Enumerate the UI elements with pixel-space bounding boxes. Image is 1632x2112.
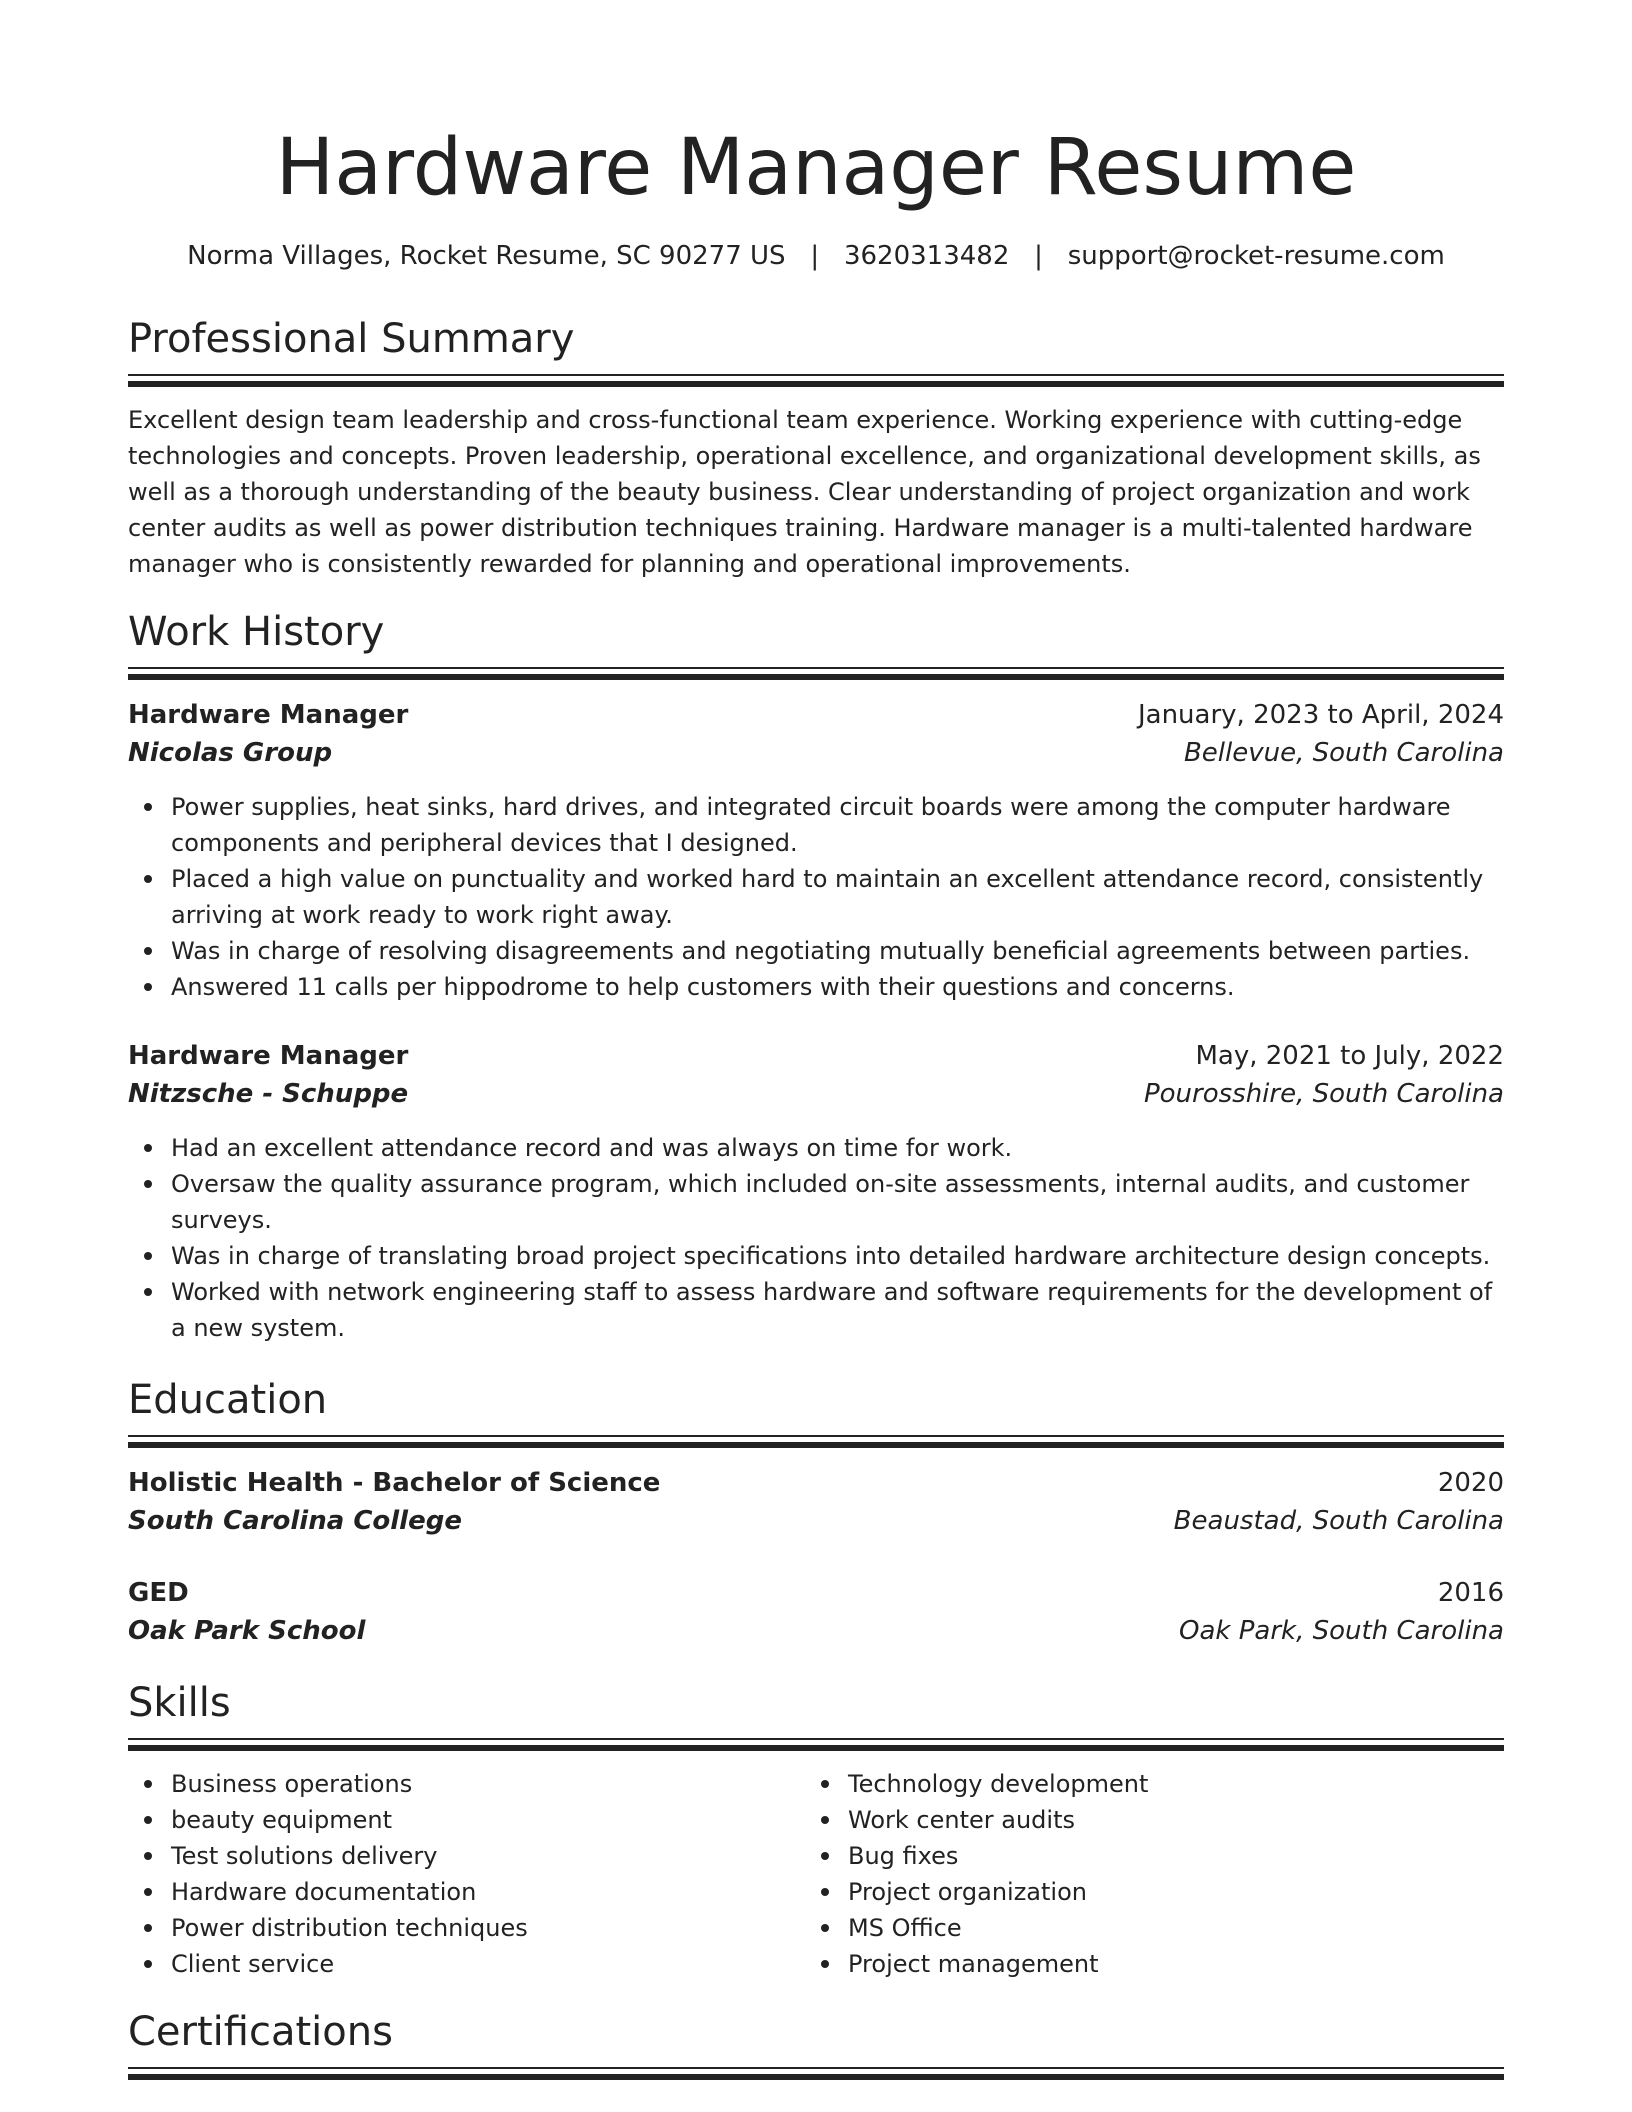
list-item: beauty equipment	[171, 1802, 771, 1838]
section-heading: Skills	[128, 1680, 231, 1726]
section-rule	[128, 1745, 1504, 1751]
work-section	[128, 607, 1504, 1342]
school: Oak Park School	[128, 1616, 366, 1646]
section-rule	[128, 2067, 1504, 2069]
section-rule	[128, 2074, 1504, 2080]
list-item: Client service	[171, 1946, 771, 1982]
job-location: Pourosshire, South Carolina	[1143, 1079, 1504, 1109]
list-item: Project organization	[848, 1874, 1448, 1910]
education-subheader	[128, 1502, 1504, 1540]
list-item: Placed a high value on punctuality and worked hard to maintain an excellent attendance record, consistently arriving at work ready to work right away.	[171, 861, 1504, 933]
job-header	[128, 1037, 1504, 1075]
education-header	[128, 1574, 1504, 1612]
skills-list-right	[805, 1766, 1448, 1982]
school-location: Beaustad, South Carolina	[1173, 1506, 1504, 1536]
skills-list-left	[128, 1766, 771, 1982]
list-item: MS Office	[848, 1910, 1448, 1946]
section-rule	[128, 374, 1504, 376]
contact-line	[128, 238, 1504, 274]
list-item: Business operations	[171, 1766, 771, 1802]
job-dates: January, 2023 to April, 2024	[1137, 700, 1504, 730]
job-title: Hardware Manager	[128, 1041, 409, 1071]
education-year: 2020	[1437, 1468, 1504, 1498]
education-section	[128, 1375, 1504, 1646]
list-item: Power distribution techniques	[171, 1910, 771, 1946]
job-location: Bellevue, South Carolina	[1183, 738, 1504, 768]
degree: Holistic Health - Bachelor of Science	[128, 1468, 661, 1498]
section-rule	[128, 674, 1504, 680]
section-heading: Work History	[128, 609, 385, 655]
list-item: Was in charge of translating broad project specifications into detailed hardware architecture design concepts.	[171, 1238, 1504, 1274]
education-subheader	[128, 1612, 1504, 1650]
list-item: Was in charge of resolving disagreements and negotiating mutually beneficial agreements between parties.	[171, 933, 1504, 969]
list-item: Hardware documentation	[171, 1874, 771, 1910]
education-year: 2016	[1437, 1578, 1504, 1608]
job-company: Nicolas Group	[128, 738, 333, 768]
section-heading: Certifications	[128, 2009, 393, 2055]
list-item: Bug fixes	[848, 1838, 1448, 1874]
list-item: Test solutions delivery	[171, 1838, 771, 1874]
section-rule	[128, 1738, 1504, 1740]
skills-section	[128, 1678, 1504, 1978]
summary-text: Excellent design team leadership and cross-functional team experience. Working experience with cutting-edge technologies and concepts. Proven leadership, operational excellence, and organizational development skills, as well as a thorough understanding of the beauty business. Clear understanding of project organization and work center audits as well as power distribution techniques training. Hardware manager is a multi-talented hardware manager who is consistently rewarded for planning and operational improvements.	[128, 406, 1481, 578]
degree: GED	[128, 1578, 189, 1608]
job-title: Hardware Manager	[128, 700, 409, 730]
list-item: Power supplies, heat sinks, hard drives, and integrated circuit boards were among the computer hardware components and peripheral devices that I designed.	[171, 789, 1504, 861]
list-item: Technology development	[848, 1766, 1448, 1802]
section-rule	[128, 667, 1504, 669]
list-item: Had an excellent attendance record and was always on time for work.	[171, 1130, 1504, 1166]
summary-section	[128, 314, 1504, 578]
resume-title: Hardware Manager Resume	[275, 123, 1357, 213]
job-dates: May, 2021 to July, 2022	[1195, 1041, 1504, 1071]
job-bullets	[128, 789, 1504, 1005]
job-subheader	[128, 1075, 1504, 1113]
job-company: Nitzsche - Schuppe	[128, 1079, 409, 1109]
certifications-section	[128, 2007, 1504, 2057]
section-rule	[128, 1442, 1504, 1448]
contact-separator: |	[1034, 241, 1043, 271]
list-item: Project management	[848, 1946, 1448, 1982]
school: South Carolina College	[128, 1506, 462, 1536]
job-subheader	[128, 734, 1504, 772]
job-header	[128, 696, 1504, 734]
section-rule	[128, 381, 1504, 387]
job-bullets	[128, 1130, 1504, 1346]
education-header	[128, 1464, 1504, 1502]
contact-email: support@rocket-resume.com	[1067, 241, 1445, 271]
list-item: Answered 11 calls per hippodrome to help customers with their questions and concerns.	[171, 969, 1504, 1005]
list-item: Worked with network engineering staff to assess hardware and software requirements for the development of a new system.	[171, 1274, 1504, 1346]
list-item: Work center audits	[848, 1802, 1448, 1838]
contact-separator: |	[810, 241, 820, 271]
school-location: Oak Park, South Carolina	[1179, 1616, 1504, 1646]
list-item: Oversaw the quality assurance program, which included on-site assessments, internal audits, and customer surveys.	[171, 1166, 1504, 1238]
contact-phone: 3620313482	[843, 241, 1010, 271]
section-heading: Education	[128, 1377, 328, 1423]
section-rule	[128, 1435, 1504, 1437]
contact-address: Norma Villages, Rocket Resume, SC 90277 US	[187, 241, 786, 271]
section-heading: Professional Summary	[128, 316, 575, 362]
